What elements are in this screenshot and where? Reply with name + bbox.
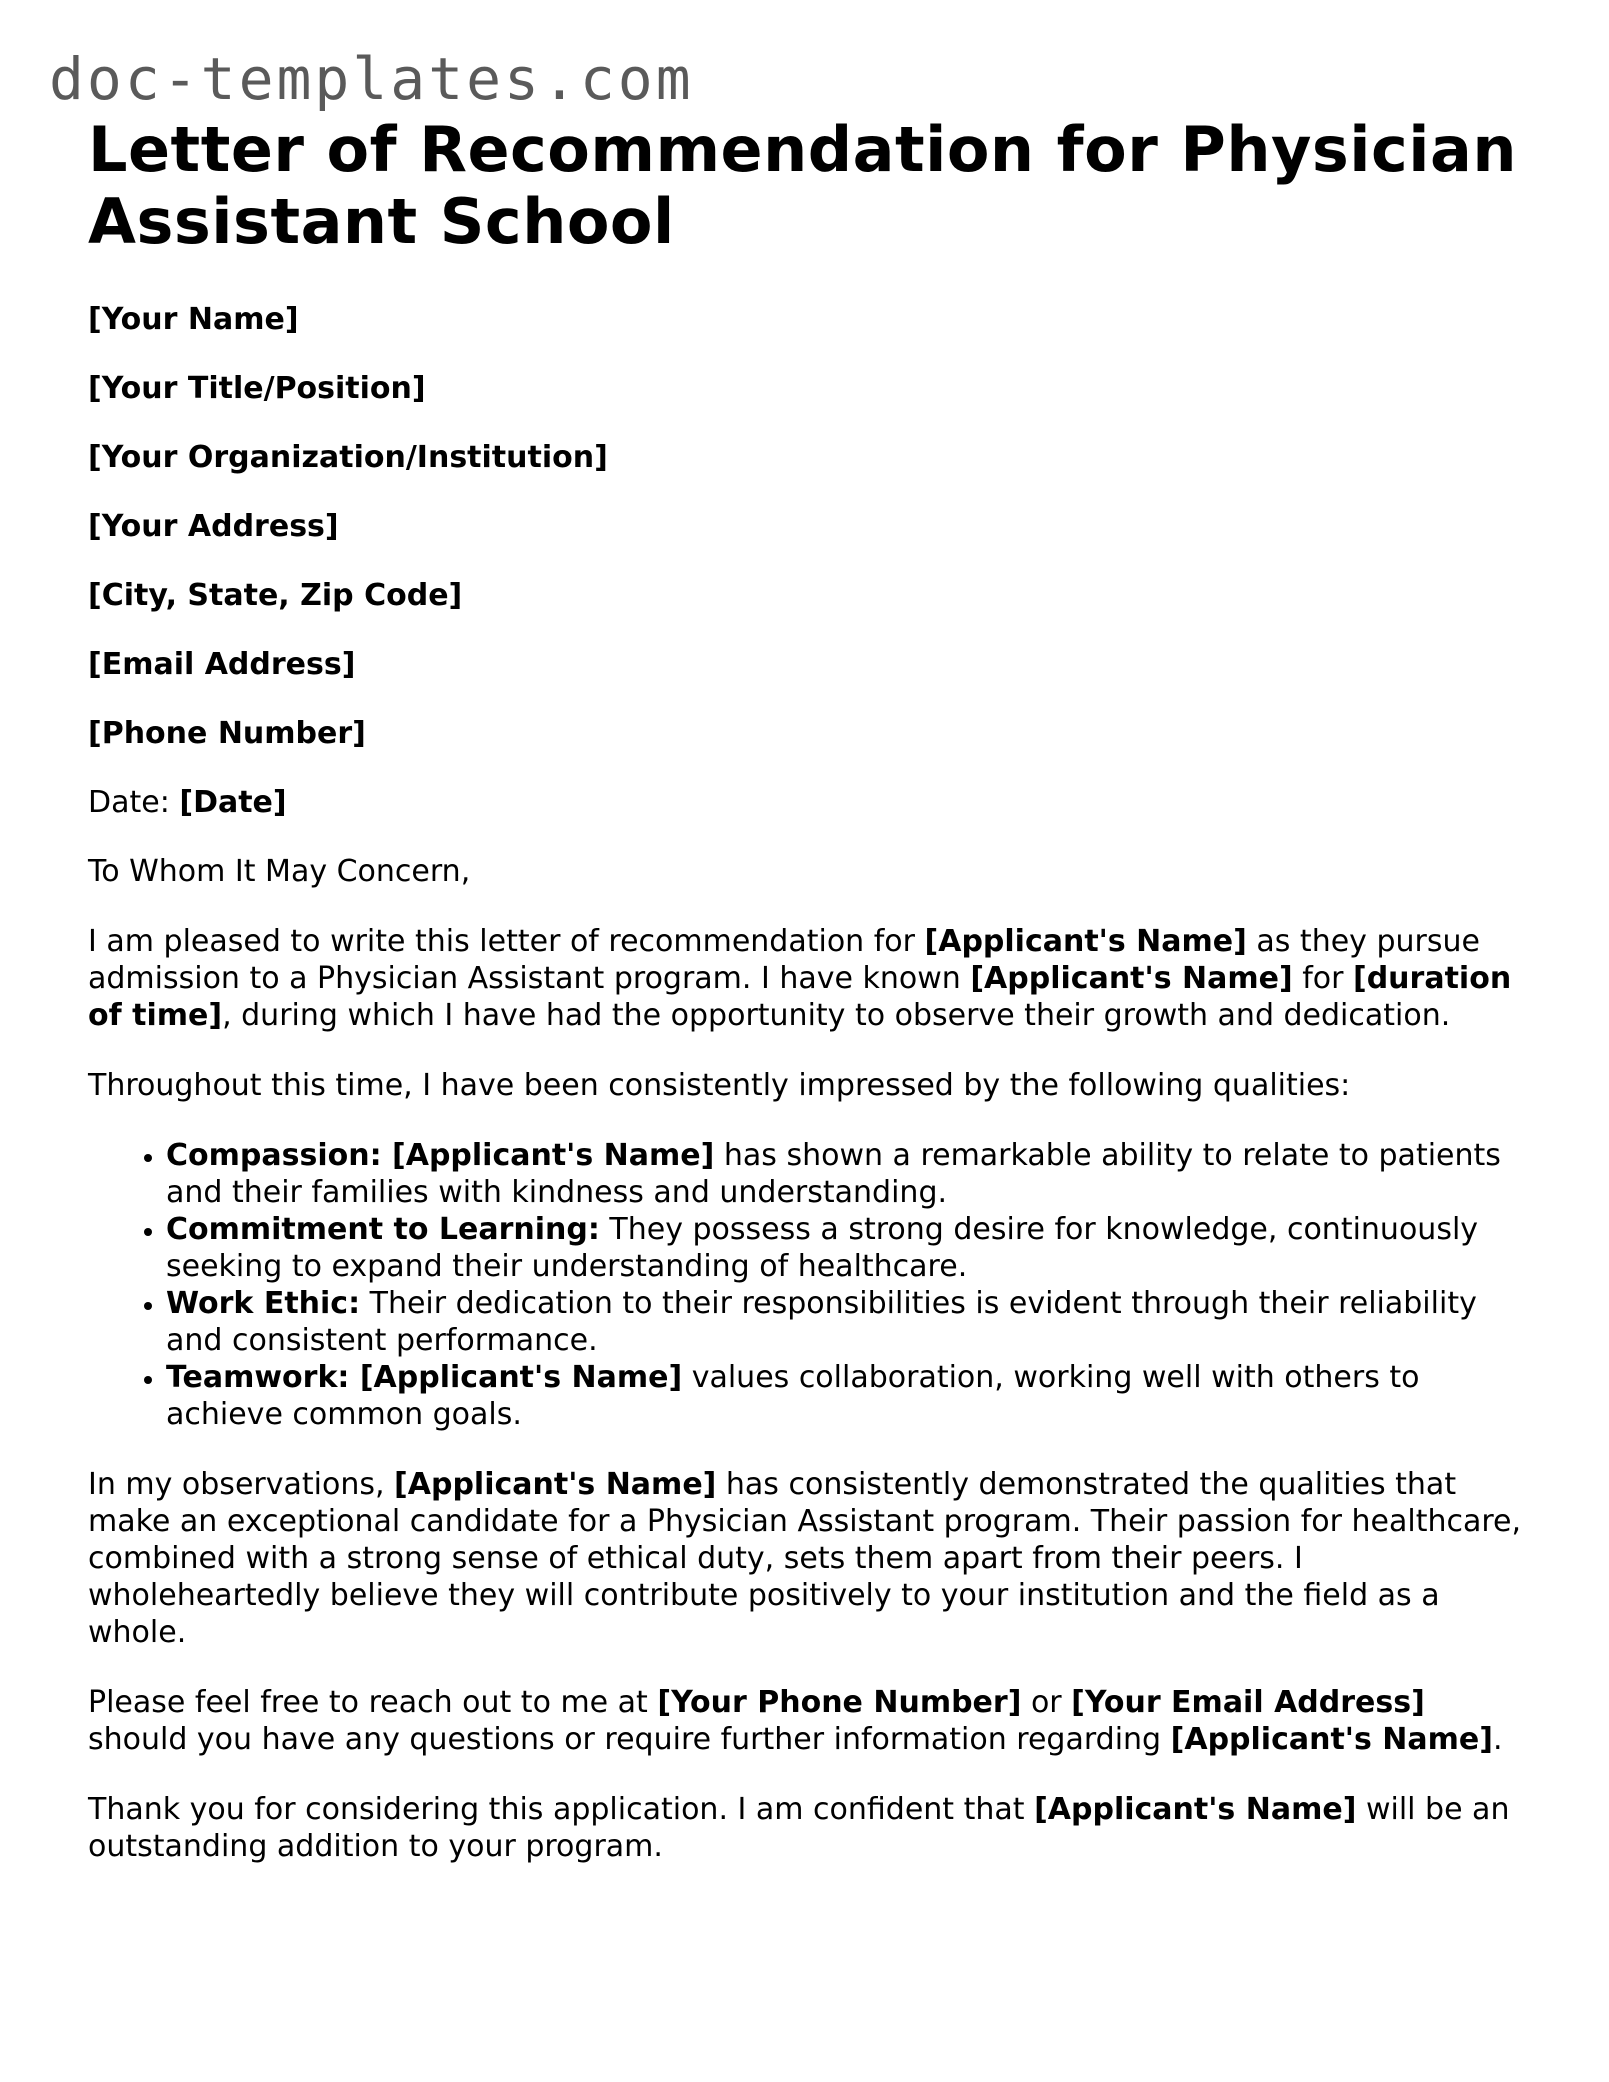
sender-address: [Your Address]	[88, 509, 339, 544]
contact-text-2: or	[1021, 1685, 1072, 1720]
sender-title: [Your Title/Position]	[88, 371, 426, 406]
closing-text-2: will be an outstanding addition to your program.	[88, 1792, 1510, 1864]
quality-text: values collaboration, working well with others to achieve common goals.	[166, 1360, 1420, 1432]
sender-phone: [Phone Number]	[88, 716, 366, 751]
intro-text-2: as they pursue admission to a Physician Assistant program. I have known	[88, 924, 1480, 996]
sender-email: [Email Address]	[88, 647, 356, 682]
closing-text-1: Thank you for considering this application. I am confident that	[88, 1792, 1035, 1827]
quality-label: Compassion:	[166, 1138, 393, 1173]
quality-text: Their dedication to their responsibilities is evident through their reliability and consistent performance.	[166, 1286, 1477, 1358]
quality-text: has shown a remarkable ability to relate to patients and their families with kindness and understanding.	[166, 1138, 1501, 1210]
date-label: Date:	[88, 785, 170, 820]
quality-item-teamwork	[166, 1359, 1528, 1433]
closing-paragraph	[88, 1791, 1528, 1865]
watermark: doc-templates.com	[49, 45, 694, 113]
intro-text-4: , during which I have had the opportunity to observe their growth and dedication.	[222, 998, 1451, 1033]
sender-name: [Your Name]	[88, 302, 299, 337]
sender-block	[88, 302, 1528, 752]
applicant-name-placeholder: [Applicant's Name]	[359, 1360, 683, 1395]
phone-placeholder: [Your Phone Number]	[657, 1685, 1022, 1720]
sender-organization: [Your Organization/Institution]	[88, 440, 608, 475]
qualities-intro: Throughout this time, I have been consistently impressed by the following qualities:	[88, 1068, 1351, 1103]
applicant-name-placeholder: [Applicant's Name]	[970, 961, 1293, 996]
applicant-name-placeholder: [Applicant's Name]	[392, 1138, 715, 1173]
contact-text-3: should you have any questions or require further information regarding	[88, 1722, 1171, 1757]
intro-text-3: for	[1292, 961, 1353, 996]
date-line	[88, 785, 1528, 821]
qualities-list	[88, 1137, 1528, 1433]
observations-paragraph	[88, 1466, 1528, 1651]
quality-item-work-ethic	[166, 1285, 1528, 1359]
contact-paragraph	[88, 1684, 1528, 1758]
contact-text-1: Please feel free to reach out to me at	[88, 1685, 658, 1720]
quality-label: Work Ethic:	[166, 1286, 361, 1321]
contact-text-4: .	[1492, 1722, 1503, 1757]
quality-label: Commitment to Learning:	[166, 1212, 600, 1247]
sender-city-state-zip: [City, State, Zip Code]	[88, 578, 463, 613]
salutation: To Whom It May Concern,	[88, 854, 471, 889]
quality-text: They possess a strong desire for knowledge, continuously seeking to expand their understanding of healthcare.	[166, 1212, 1479, 1284]
quality-item-compassion	[166, 1137, 1528, 1211]
intro-text-1: I am pleased to write this letter of recommendation for	[88, 924, 925, 959]
intro-paragraph	[88, 923, 1528, 1034]
letter-page	[88, 114, 1528, 1898]
observations-text-2: has consistently demonstrated the qualities that make an exceptional candidate for a Physician Assistant program. Their passion for healthcare, combined with a strong sense of ethical duty, sets them apart from their peers. I wholeheartedly believe they will contribute positively to your institution and the field as a whole.	[88, 1467, 1522, 1650]
applicant-name-placeholder: [Applicant's Name]	[924, 924, 1247, 959]
letter-title: Letter of Recommendation for Physician Assistant School	[88, 113, 1518, 258]
duration-placeholder: [duration of time]	[88, 961, 1512, 1033]
applicant-name-placeholder: [Applicant's Name]	[394, 1467, 717, 1502]
quality-item-commitment	[166, 1211, 1528, 1285]
applicant-name-placeholder: [Applicant's Name]	[1170, 1722, 1493, 1757]
date-value: [Date]	[179, 785, 287, 820]
applicant-name-placeholder: [Applicant's Name]	[1034, 1792, 1357, 1827]
quality-label: Teamwork:	[166, 1360, 360, 1395]
email-placeholder: [Your Email Address]	[1071, 1685, 1425, 1720]
observations-text-1: In my observations,	[88, 1467, 395, 1502]
